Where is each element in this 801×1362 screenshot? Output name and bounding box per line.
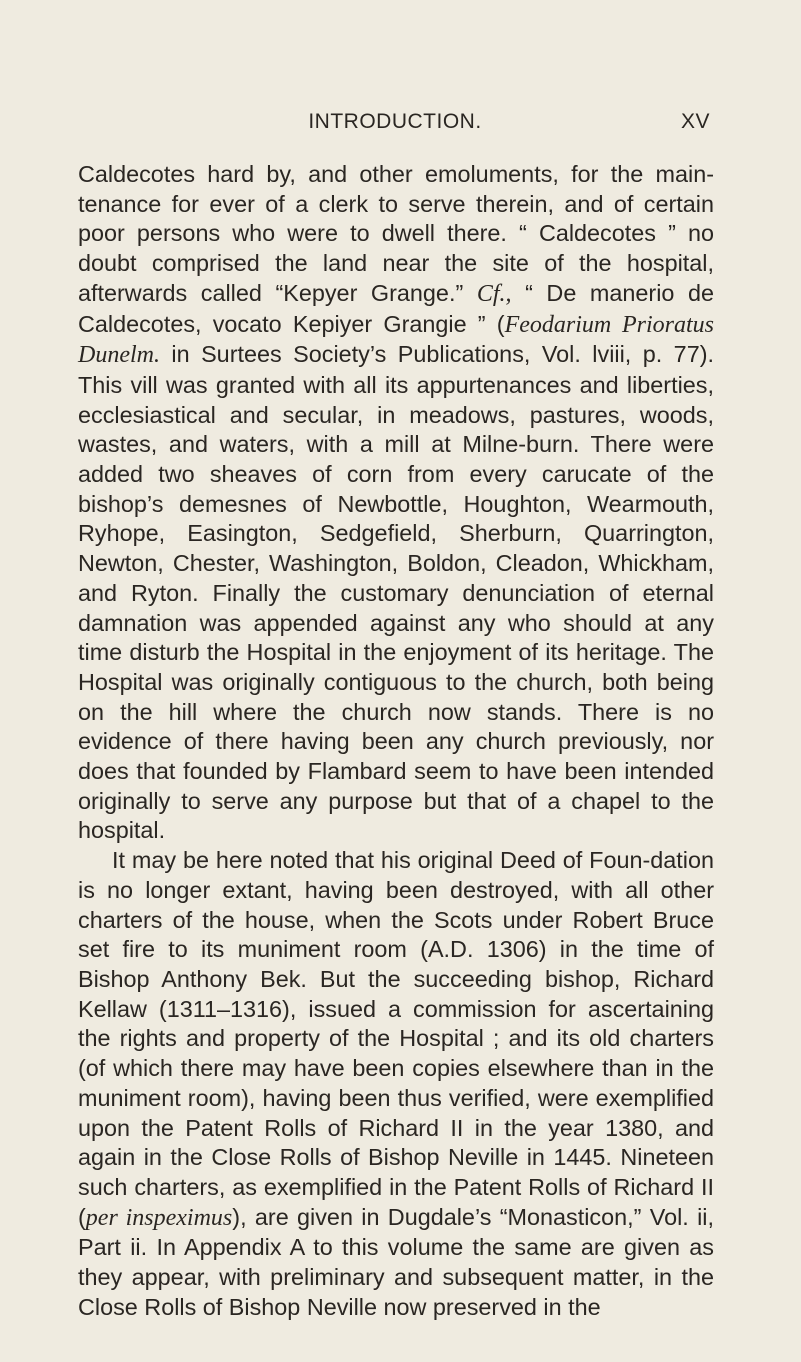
paragraph-2	[78, 846, 714, 1322]
running-head-title: INTRODUCTION.	[308, 110, 482, 133]
italic-feodarium-title: Feodarium Prioratus Dunelm.	[78, 311, 714, 369]
running-head	[80, 110, 710, 144]
italic-cf: Cf.,	[476, 280, 512, 307]
body-text	[78, 160, 714, 1322]
text-run: It may be here noted that his original Deed of Foun-dation is no longer extant, having been destroyed, with all other charters of the house, when the Scots under Robert Bruce set fire to its muniment room (A.D. 1306) in the time of Bishop Anthony Bek. But the succeeding bishop, Richard Kellaw (1311–1316), issued a commission for ascertaining the rights and property of the Hospital ; and its old charters (of which there may have been copies elsewhere than in the muniment room), having been thus verified, were exemplified upon the Patent Rolls of Richard II in the year 1380, and again in the Close Rolls of Bishop Neville in 1445. Nineteen such charters, as exemplified in the Patent Rolls of Richard II (	[78, 847, 714, 1230]
page-number: XV	[680, 110, 710, 133]
text-run: ), are given in Dugdale’s “Monasticon,” Vol. ii, Part ii. In Appendix A to this volume the same are given as they appear, with preliminary and subsequent matter, in the Close Rolls of Bishop Neville now preserved in the	[78, 1203, 714, 1320]
text-run: Caldecotes hard by, and other emoluments, for the main-tenance for ever of a clerk to serve therein, and of certain poor persons who were to dwell there. “ Caldecotes ” no doubt comprised the land near the site of the hospital, afterwards called “Kepyer Grange.”	[78, 161, 714, 306]
text-run: in Surtees Society’s Publications, Vol. lviii, p. 77). This vill was granted with all its appurtenances and liberties, ecclesiastical and secular, in meadows, pastures, woods, wastes, and waters, with a mill at Milne-burn. There were added two sheaves of corn from every carucate of the bishop’s demesnes of Newbottle, Houghton, Wearmouth, Ryhope, Easington, Sedgefield, Sherburn, Quarrington, Newton, Chester, Washington, Boldon, Cleadon, Whickham, and Ryton. Finally the customary denunciation of eternal damnation was appended against any who should at any time disturb the Hospital in the enjoyment of its heritage. The Hospital was originally contiguous to the church, both being on the hill where the church now stands. There is no evidence of there having been any church previously, nor does that founded by Flambard seem to have been intended originally to serve any purpose but that of a chapel to the hospital.	[78, 341, 714, 844]
text-run: “ De manerio de Caldecotes, vocato Kepiyer Grangie ” (	[78, 279, 714, 337]
italic-per-inspeximus: per inspeximus	[85, 1204, 233, 1231]
paragraph-1	[78, 160, 714, 846]
